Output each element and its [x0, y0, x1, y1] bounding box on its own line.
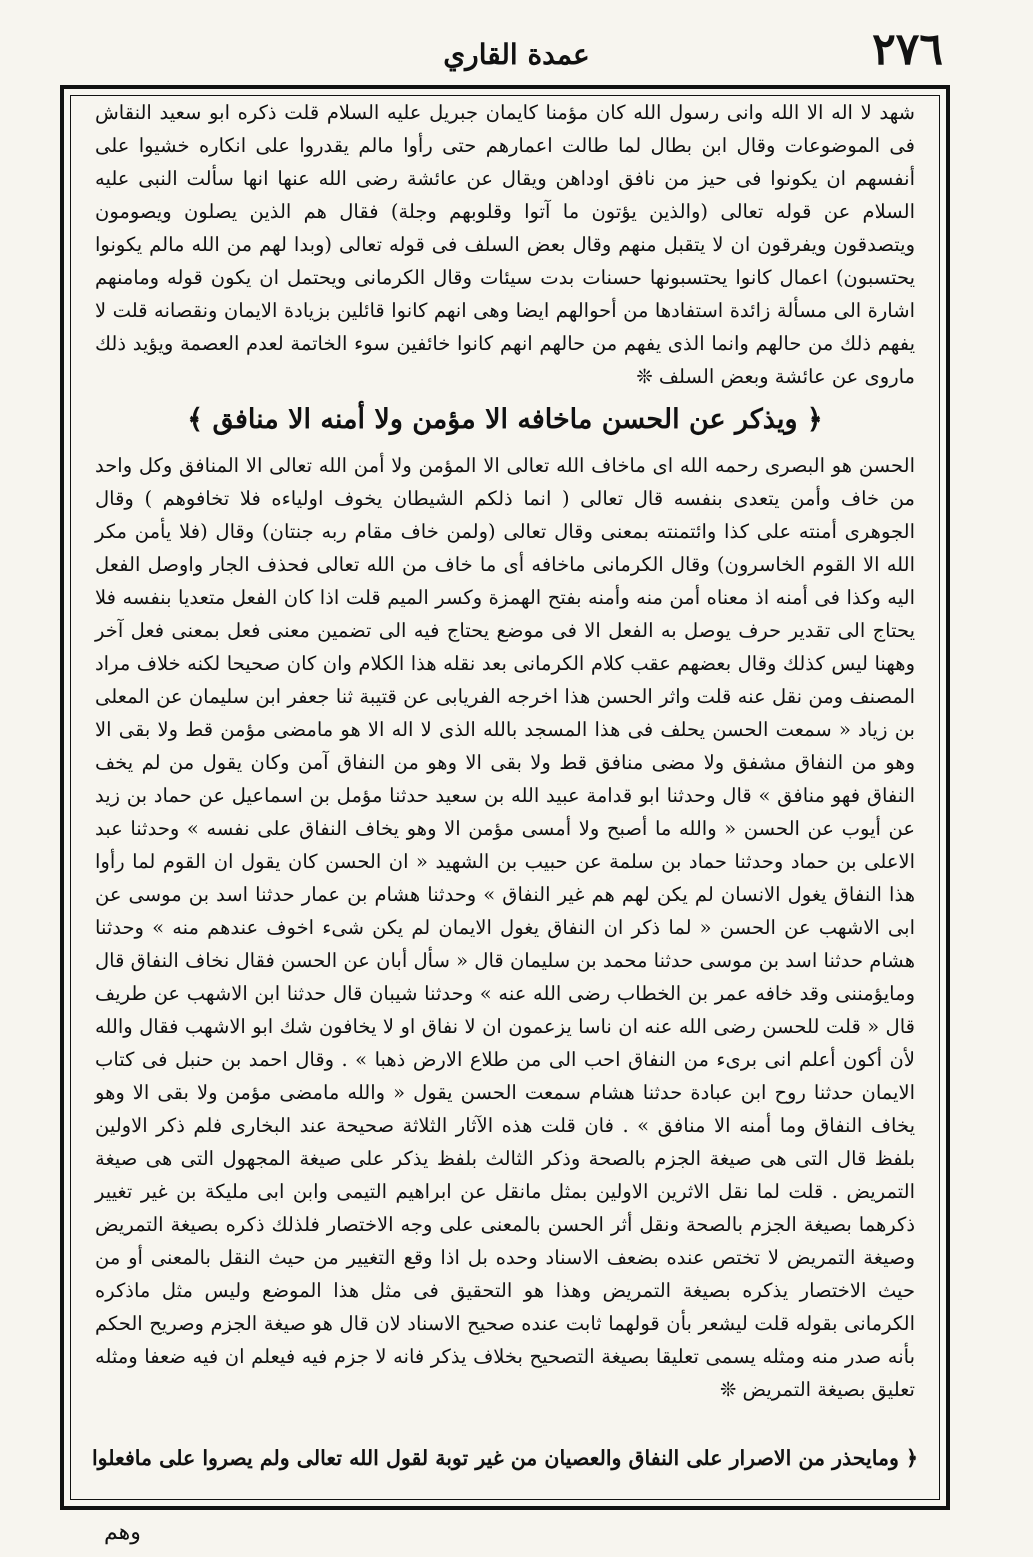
section-heading-persistence: ﴿ ومايحذر من الاصرار على النفاق والعصيان من غير توبة لقول الله تعالى ولم يصروا على مافعلوا: [91, 1446, 919, 1470]
page-body: [95, 96, 915, 1406]
catchword: وهم: [104, 1520, 141, 1545]
running-title: عمدة القاري: [443, 38, 590, 71]
section-heading-hasan: ﴿ ويذكر عن الحسن ماخافه الا مؤمن ولا أمنه الا منافق ﴾: [187, 404, 823, 435]
body-paragraph-2: الحسن هو البصرى رحمه الله اى ماخاف الله تعالى الا المؤمن ولا أمن الله تعالى الا المنافق وكل واحد من خاف وأمن يتعدى بنفسه قال تعالى ( انما ذلكم الشيطان يخوف اولياءه فلا تخافوهم ) وقال الجوهرى أمنته على كذا وائتمنته بمعنى وقال تعالى (ولمن خاف مقام ربه جنتان) وقال (فلا يأمن مكر الله الا القوم الخاسرون) وقال الكرمانى ماخافه أى ما خاف من الله تعالى فحذف الجار واوصل الفعل اليه وكذا فى أمنه اذ معناه أمن منه وأمنه بفتح الهمزة وكسر الميم قلت اذا كان الفعل متعديا بنفسه فلا يحتاج الى تقدير حرف يوصل به الفعل الا فى موضع يحتاج فيه الى تضمين معنى فعل بمعنى فعل آخر وههنا ليس كذلك وقال بعضهم عقب كلام الكرمانى بعد نقله هذا الكلام وان كان صحيحا لكنه خلاف مراد المصنف ومن نقل عنه قلت واثر الحسن هذا اخرجه الفريابى عن قتيبة ثنا جعفر ابن سليمان عن المعلى بن زياد « سمعت الحسن يحلف فى هذا المسجد بالله الذى لا اله الا هو مامضى مؤمن قط ولا بقى الا وهو من النفاق مشفق ولا مضى منافق قط ولا بقى الا وهو من النفاق آمن وكان يقول من لم يخف النفاق فهو منافق » قال وحدثنا ابو قدامة عبيد الله بن سعيد حدثنا مؤمل بن اسماعيل عن حماد بن زيد عن أيوب عن الحسن « والله ما أصبح ولا أمسى مؤمن الا وهو يخاف النفاق على نفسه » وحدثنا عبد الاعلى بن حماد وحدثنا حماد بن سلمة عن حبيب بن الشهيد « ان الحسن كان يقول ان القوم لما رأوا هذا النفاق يغول الانسان لم يكن لهم هم غير النفاق » وحدثنا هشام بن عمار حدثنا اسد بن موسى عن ابى الاشهب عن الحسن « لما ذكر ان النفاق يغول الايمان لم يكن شىء اخوف عندهم منه » وحدثنا هشام حدثنا اسد بن موسى حدثنا محمد بن سليمان قال « سأل أبان عن الحسن فقال نخاف النفاق قال ومايؤمننى وقد خافه عمر بن الخطاب رضى الله عنه » وحدثنا شيبان قال حدثنا ابن الاشهب عن طريف قال « قلت للحسن رضى الله عنه ان ناسا يزعمون ان لا نفاق او لا يخافون شك ابو الاشهب فقال والله لأن أكون أعلم انى برىء من النفاق احب الى من طلاع الارض ذهبا » . وقال احمد بن حنبل فى كتاب الايمان حدثنا روح ابن عبادة حدثنا هشام سمعت الحسن يقول « والله مامضى مؤمن ولا بقى الا وهو يخاف النفاق وما أمنه الا منافق » . فان قلت هذه الآثار الثلاثة صحيحة عند البخارى فلم ذكر الاولين بلفظ قال التى هى صيغة الجزم بالصحة وذكر الثالث بلفظ يذكر على صيغة المجهول التى هى صيغة التمريض . قلت لما نقل الاثرين الاولين بمثل مانقل عن ابراهيم التيمى وابن ابى مليكة بن غير تغيير ذكرهما بصيغة الجزم بالصحة ونقل أثر الحسن بالمعنى على وجه الاختصار فلذلك ذكره بصيغة التمريض وصيغة التمريض لا تختص عنده بضعف الاسناد وحده بل اذا وقع التغيير من حيث النقل بالمعنى أو من حيث الاختصار يذكره بصيغة التمريض وهذا هو التحقيق فى مثل هذا الموضع وليس مثل ماذكره الكرمانى بقوله قلت ليشعر بأن قولهما ثابت عنده صحيح الاسناد لان قال هو صيغة الجزم وصريح الحكم بأنه صدر منه ومثله يسمى تعليقا بصيغة التصحيح بخلاف يذكر فانه لا جزم فيه فيعلم ان فيه ضعفا ومثله تعليق بصيغة التمريض ❊: [95, 454, 916, 1401]
page-number: ٢٧٦: [872, 24, 943, 75]
page-header: [60, 22, 973, 82]
body-paragraph-1: شهد لا اله الا الله وانى رسول الله كان مؤمنا كايمان جبريل عليه السلام قلت ذكره ابو سعيد النقاش فى الموضوعات وقال ابن بطال لما طالت اعمارهم حتى رأوا مالم يقدروا على انكاره خشيوا على أنفسهم ان يكونوا فى حيز من نافق اوداهن ويقال عن عائشة رضى الله عنها انها سألت النبى عليه السلام عن قوله تعالى (والذين يؤتون ما آتوا وقلوبهم وجلة) فقال هم الذين يصلون ويصومون ويتصدقون ويفرقون ان لا يتقبل منهم وقال بعض السلف فى قوله تعالى (وبدا لهم من الله مالم يكونوا يحتسبون) اعمال كانوا يحتسبونها حسنات بدت سيئات وقال الكرمانى ويحتمل ان يكون قوله ومامنهم اشارة الى مسألة زائدة استفادها من أحوالهم ايضا وهى انهم كانوا قائلين بزيادة الايمان ونقصانه قلت لا يفهم ذلك من حالهم وانما الذى يفهم من حالهم انهم كانوا خائفين سوء الخاتمة لعدم العصمة ويؤيد ذلك ماروى عن عائشة وبعض السلف ❊: [95, 101, 915, 388]
